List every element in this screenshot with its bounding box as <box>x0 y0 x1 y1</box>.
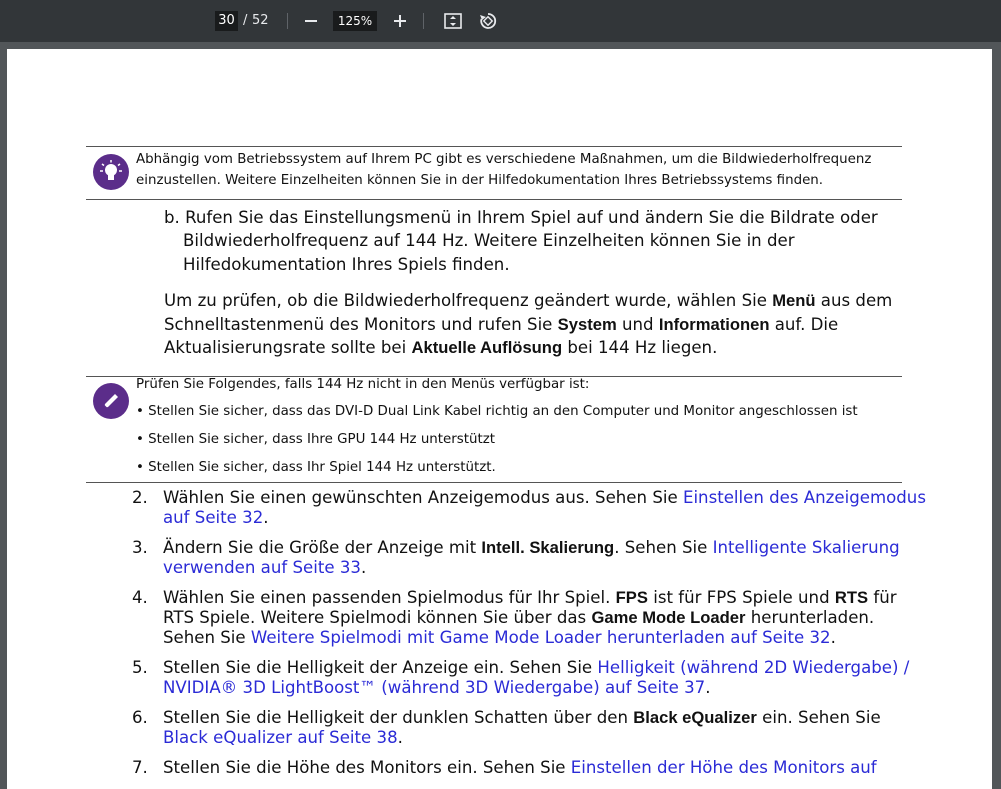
fit-to-page-button[interactable] <box>441 9 465 33</box>
note-bullet: • Stellen Sie sicher, dass das DVI-D Dual Link Kabel richtig an den Computer und Monitor angeschlossen ist <box>136 404 858 419</box>
link[interactable]: verwenden auf Seite 33 <box>163 558 361 577</box>
list-item: Black eQualizer auf Seite 38. <box>163 728 403 747</box>
pencil-icon <box>93 383 129 419</box>
list-item: auf Seite 32. <box>163 508 269 527</box>
step-b-text: Bildwiederholfrequenz auf 144 Hz. Weitere Einzelheiten können Sie in der <box>183 231 795 250</box>
note-rule-top <box>86 146 902 147</box>
check-paragraph: Um zu prüfen, ob die Bildwiederholfrequenz geändert wurde, wählen Sie Menü aus dem <box>164 291 893 310</box>
link[interactable]: Einstellen des Anzeigemodus <box>682 488 926 507</box>
link[interactable]: Black eQualizer auf Seite 38 <box>163 728 398 747</box>
zoom-in-button[interactable] <box>388 9 412 33</box>
note-title: Prüfen Sie Folgendes, falls 144 Hz nicht in den Menüs verfügbar ist: <box>136 377 590 392</box>
item-number: 3. <box>132 538 148 557</box>
list-item: Stellen Sie die Helligkeit der dunklen Schatten über den Black eQualizer ein. Sehen Sie <box>163 708 881 727</box>
list-item: verwenden auf Seite 33. <box>163 558 367 577</box>
link[interactable]: NVIDIA® 3D LightBoost™ (während 3D Wiedergabe) auf Seite 37 <box>163 678 706 697</box>
rotate-button[interactable] <box>476 9 500 33</box>
step-b-text: Hilfedokumentation Ihres Spiels finden. <box>183 255 510 274</box>
check-paragraph: Aktualisierungsrate sollte bei Aktuelle Auflösung bei 144 Hz liegen. <box>164 338 718 357</box>
zoom-out-button[interactable] <box>299 9 323 33</box>
item-number: 5. <box>132 658 148 677</box>
note-text: einzustellen. Weitere Einzelheiten können Sie in der Hilfedokumentation Ihres Betriebssystems finden. <box>136 173 824 188</box>
pdf-toolbar <box>0 0 1001 42</box>
list-item: Ändern Sie die Größe der Anzeige mit Intell. Skalierung. Sehen Sie Intelligente Skalierung <box>163 538 900 557</box>
item-number: 7. <box>132 758 148 777</box>
link[interactable]: auf Seite 32 <box>163 508 264 527</box>
note-rule-bottom <box>86 482 902 483</box>
total-pages: 52 <box>252 13 269 28</box>
list-item: Wählen Sie einen passenden Spielmodus für Ihr Spiel. FPS ist für FPS Spiele und RTS für <box>163 588 897 607</box>
lightbulb-icon <box>93 154 129 190</box>
rotate-icon <box>478 11 498 31</box>
note-bullet: • Stellen Sie sicher, dass Ihr Spiel 144 Hz unterstützt. <box>136 460 496 475</box>
step-b-text: b. Rufen Sie das Einstellungsmenü in Ihrem Spiel auf und ändern Sie die Bildrate oder <box>164 208 878 227</box>
fit-page-icon <box>444 13 462 29</box>
list-item: Stellen Sie die Höhe des Monitors ein. Sehen Sie Einstellen der Höhe des Monitors auf <box>163 758 877 777</box>
link[interactable]: Einstellen der Höhe des Monitors auf <box>570 758 877 777</box>
item-number: 6. <box>132 708 148 727</box>
page-separator: / <box>243 13 248 28</box>
link[interactable]: Helligkeit (während 2D Wiedergabe) / <box>597 658 910 677</box>
page-number-input[interactable]: 30 <box>215 11 238 31</box>
check-paragraph: Schnelltastenmenü des Monitors und rufen Sie System und Informationen auf. Die <box>164 315 839 334</box>
note-bullet: • Stellen Sie sicher, dass Ihre GPU 144 Hz unterstützt <box>136 432 496 447</box>
item-number: 2. <box>132 488 148 507</box>
toolbar-divider <box>287 13 288 29</box>
list-item: Wählen Sie einen gewünschten Anzeigemodus aus. Sehen Sie Einstellen des Anzeigemodus <box>163 488 926 507</box>
list-item: RTS Spiele. Weitere Spielmodi können Sie über das Game Mode Loader herunterladen. <box>163 608 875 627</box>
zoom-level-input[interactable]: 125% <box>333 11 377 31</box>
item-number: 4. <box>132 588 148 607</box>
note-text: Abhängig vom Betriebssystem auf Ihrem PC gibt es verschiedene Maßnahmen, um die Bildwiederholfrequenz <box>136 152 872 167</box>
toolbar-divider <box>423 13 424 29</box>
link[interactable]: Weitere Spielmodi mit Game Mode Loader herunterladen auf Seite 32 <box>250 628 831 647</box>
link[interactable]: Intelligente Skalierung <box>712 538 900 557</box>
list-item: NVIDIA® 3D LightBoost™ (während 3D Wiedergabe) auf Seite 37. <box>163 678 711 697</box>
plus-icon <box>393 14 407 28</box>
minus-icon <box>304 14 318 28</box>
note-rule-bottom <box>86 199 902 200</box>
list-item: Sehen Sie Weitere Spielmodi mit Game Mode Loader herunterladen auf Seite 32. <box>163 628 836 647</box>
pdf-page <box>7 49 992 789</box>
list-item: Stellen Sie die Helligkeit der Anzeige ein. Sehen Sie Helligkeit (während 2D Wiedergabe) / <box>163 658 910 677</box>
